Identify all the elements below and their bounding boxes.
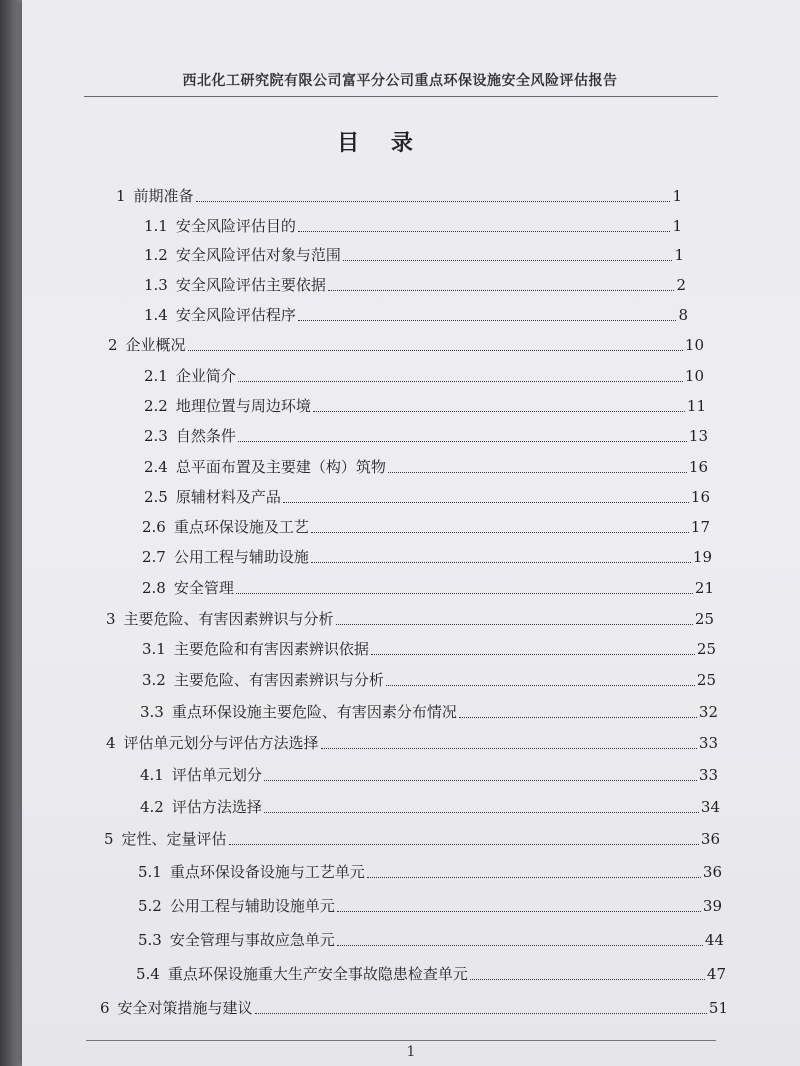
toc-entry-page: 19 [692,548,712,566]
toc-entry-number: 3.2 [142,671,166,689]
toc-entry-title: 评估方法选择 [171,798,262,816]
toc-entry [142,578,714,598]
leader-dots [321,748,697,749]
toc-entry-number: 2.7 [142,548,166,566]
leader-dots [236,593,693,594]
leader-dots [388,472,687,473]
toc-entry-number: 5.2 [138,897,162,915]
leader-dots [311,532,689,533]
toc-entry [142,670,716,690]
toc-entry-title: 定性、定量评估 [121,830,227,848]
toc-entry-page: 47 [706,965,726,983]
leader-dots [386,685,695,686]
leader-dots [283,502,689,503]
toc-entry-page: 36 [700,830,720,848]
toc-entry-page: 10 [684,336,704,354]
toc-entry-page: 36 [702,863,722,881]
table-of-contents [22,0,800,1066]
toc-entry-title: 地理位置与周边环境 [175,397,311,415]
toc-entry [142,517,710,537]
toc-entry-page: 51 [708,999,728,1017]
leader-dots [470,979,705,980]
toc-entry-number: 5.1 [138,863,162,881]
toc-entry-number: 1.2 [144,246,168,264]
toc-entry-title: 评估单元划分 [171,766,262,784]
toc-entry-number: 2.2 [144,397,168,415]
leader-dots [337,945,703,946]
toc-entry [144,457,708,477]
toc-entry-title: 评估单元划分与评估方法选择 [123,734,319,752]
toc-entry-page: 21 [694,579,714,597]
toc-entry [144,245,684,265]
leader-dots [311,562,691,563]
toc-entry-title: 重点环保设备设施与工艺单元 [169,863,365,881]
leader-dots [298,231,671,232]
toc-entry-page: 8 [678,306,688,324]
toc-entry-number: 2.6 [142,518,166,536]
leader-dots [336,624,693,625]
toc-entry [140,797,720,817]
toc-entry-page: 44 [704,931,724,949]
footer-rule [86,1040,716,1041]
toc-entry-number: 5.4 [136,965,160,983]
toc-entry [106,609,714,629]
toc-entry-title: 前期准备 [133,187,194,205]
toc-entry-number: 1.4 [144,306,168,324]
toc-entry [144,305,688,325]
toc-entry-number: 5.3 [138,931,162,949]
leader-dots [367,877,701,878]
leader-dots [229,844,699,845]
toc-entry-page: 32 [698,703,718,721]
toc-entry-page: 1 [672,187,682,205]
toc-entry-page: 13 [688,427,708,445]
leader-dots [337,911,701,912]
toc-entry-number: 4 [106,734,116,752]
toc-entry-title: 主要危险、有害因素辨识与分析 [123,610,334,628]
toc-entry-number: 2.5 [144,488,168,506]
toc-entry-number: 2.3 [144,427,168,445]
leader-dots [238,441,687,442]
toc-entry-title: 重点环保设施重大生产安全事故隐患检查单元 [167,965,468,983]
page-number: 1 [406,1044,416,1060]
toc-entry [144,487,710,507]
toc-entry [142,639,716,659]
toc-entry-number: 1.1 [144,217,168,235]
toc-entry [140,765,718,785]
toc-entry-page: 25 [694,610,714,628]
toc-entry-title: 自然条件 [175,427,236,445]
toc-entry-title: 安全风险评估对象与范围 [175,246,341,264]
leader-dots [238,381,683,382]
toc-entry-title: 重点环保设施及工艺 [173,518,309,536]
toc-entry-number: 3.1 [142,640,166,658]
toc-entry-title: 总平面布置及主要建（构）筑物 [175,458,386,476]
toc-entry [116,186,682,206]
toc-entry-page: 16 [688,458,708,476]
leader-dots [264,780,697,781]
toc-entry-title: 企业概况 [125,336,186,354]
toc-entry [144,396,706,416]
toc-entry-number: 2.4 [144,458,168,476]
toc-entry-number: 2.1 [144,367,168,385]
toc-entry-number: 3.3 [140,703,164,721]
toc-title: 目 录 [337,130,425,156]
toc-entry [138,930,724,950]
toc-entry-title: 安全对策措施与建议 [117,999,253,1017]
toc-entry-number: 5 [104,830,114,848]
toc-entry-title: 公用工程与辅助设施 [173,548,309,566]
toc-entry [108,335,704,355]
toc-entry [100,998,728,1018]
toc-entry-number: 3 [106,610,116,628]
leader-dots [313,411,685,412]
toc-entry-title: 企业简介 [175,367,236,385]
toc-entry-page: 11 [686,397,706,415]
toc-entry [106,733,718,753]
toc-entry-page: 34 [700,798,720,816]
toc-entry-page: 39 [702,897,722,915]
toc-entry [144,426,708,446]
toc-entry [144,366,704,386]
toc-entry-page: 1 [672,217,682,235]
toc-entry-page: 25 [696,640,716,658]
toc-entry-title: 安全管理与事故应急单元 [169,931,335,949]
toc-entry-title: 安全风险评估程序 [175,306,296,324]
toc-entry-page: 33 [698,734,718,752]
toc-entry [138,896,722,916]
toc-entry-title: 安全风险评估主要依据 [175,276,326,294]
leader-dots [196,201,671,202]
toc-entry-number: 2 [108,336,118,354]
running-header: 西北化工研究院有限公司富平分公司重点环保设施安全风险评估报告 [182,73,618,89]
leader-dots [255,1013,707,1014]
toc-entry [144,275,686,295]
leader-dots [459,717,697,718]
toc-entry [136,964,726,984]
toc-entry-number: 4.2 [140,798,164,816]
toc-entry-number: 4.1 [140,766,164,784]
document-page [22,0,800,1066]
toc-entry-number: 1.3 [144,276,168,294]
toc-entry-title: 安全管理 [173,579,234,597]
toc-entry-page: 10 [684,367,704,385]
toc-entry-title: 主要危险和有害因素辨识依据 [173,640,369,658]
leader-dots [188,350,683,351]
toc-entry-page: 25 [696,671,716,689]
leader-dots [264,812,699,813]
toc-entry [104,829,720,849]
toc-entry-number: 1 [116,187,126,205]
leader-dots [298,320,677,321]
leader-dots [371,654,695,655]
toc-entry-title: 主要危险、有害因素辨识与分析 [173,671,384,689]
toc-entry-title: 安全风险评估目的 [175,217,296,235]
toc-entry-number: 6 [100,999,110,1017]
toc-entry-page: 1 [674,246,684,264]
toc-entry-page: 17 [690,518,710,536]
toc-entry-title: 公用工程与辅助设施单元 [169,897,335,915]
toc-entry [140,702,718,722]
leader-dots [343,260,673,261]
toc-entry-title: 重点环保设施主要危险、有害因素分布情况 [171,703,457,721]
leader-dots [328,290,675,291]
toc-entry [144,216,682,236]
toc-entry-page: 33 [698,766,718,784]
toc-entry-title: 原辅材料及产品 [175,488,281,506]
toc-entry [138,862,722,882]
toc-entry [142,547,712,567]
toc-entry-number: 2.8 [142,579,166,597]
toc-entry-page: 2 [676,276,686,294]
toc-entry-page: 16 [690,488,710,506]
